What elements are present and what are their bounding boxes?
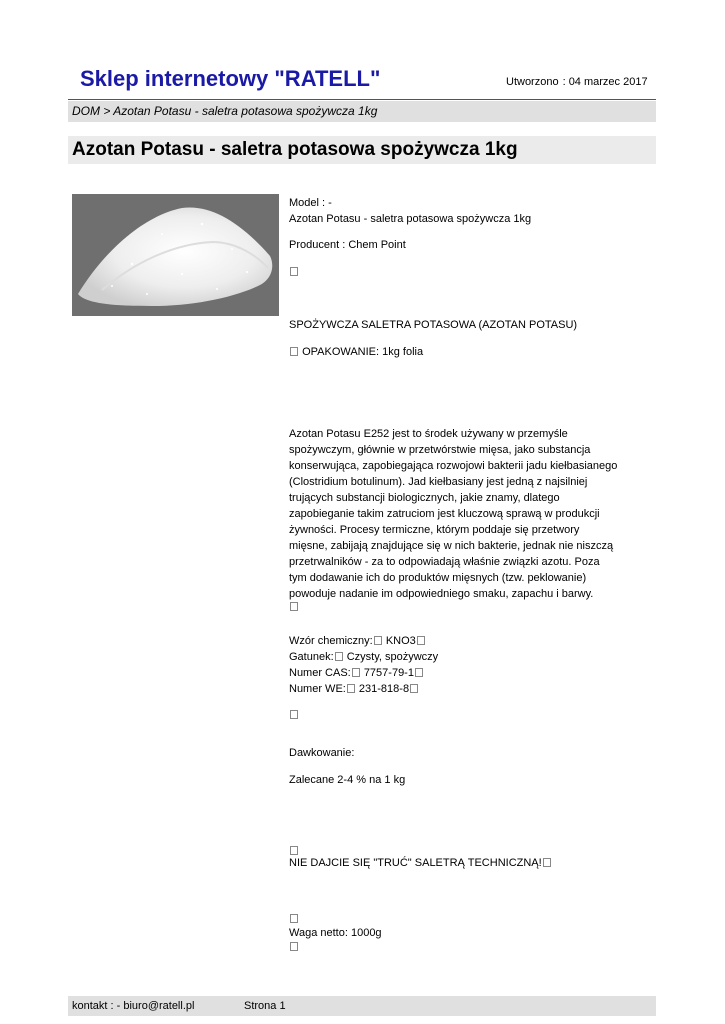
description-line: tym dodawanie ich do produktów mięsnych (tzw. peklowanie) — [289, 572, 587, 584]
spec-value: 7757-79-1 — [363, 667, 414, 679]
spec-value: Czysty, spożywczy — [346, 651, 439, 663]
product-model: Model : - — [289, 197, 332, 209]
warning-line — [289, 855, 552, 871]
spec-cas — [289, 665, 424, 681]
description-line: powoduje nadanie im odpowiedniego smaku, zapachu i barwy. — [289, 588, 594, 600]
spec-value: KNO3 — [385, 635, 416, 647]
missing-glyph-icon — [290, 942, 298, 951]
description-line: trujących substancji biologicznych, jakie znamy, dlatego — [289, 492, 560, 504]
description-line: Azotan Potasu E252 jest to środek używany w przemyśle — [289, 428, 568, 440]
dosage-value: Zalecane 2-4 % na 1 kg — [289, 774, 406, 786]
product-title: Azotan Potasu - saletra potasowa spożywcza 1kg — [72, 139, 518, 160]
page-footer — [68, 996, 656, 1016]
warning-text: NIE DAJCIE SIĘ "TRUĆ" SALETRĄ TECHNICZNĄ! — [289, 857, 542, 869]
powder-illustration — [72, 194, 279, 316]
missing-glyph-icon — [417, 636, 425, 645]
description-line-last — [289, 586, 629, 611]
footer-contact: kontakt : - biuro@ratell.pl — [72, 1000, 195, 1012]
section-title: SPOŻYWCZA SALETRA POTASOWA (AZOTAN POTASU) — [289, 319, 578, 331]
spec-label: Numer CAS: — [289, 667, 351, 679]
placeholder-glyph — [289, 707, 299, 723]
shop-title: Sklep internetowy "RATELL" — [80, 66, 381, 91]
header-divider — [68, 99, 656, 100]
created-value: : 04 marzec 2017 — [562, 76, 648, 88]
description-line: przetrwalników - za to odpowiadają właśnie związki azotu. Poza — [289, 556, 600, 568]
packaging-text: OPAKOWANIE: 1kg folia — [302, 346, 424, 358]
missing-glyph-icon — [410, 684, 418, 693]
spec-formula — [289, 633, 426, 649]
product-description — [289, 426, 629, 611]
spec-label: Wzór chemiczny: — [289, 635, 373, 647]
missing-glyph-icon — [290, 710, 298, 719]
breadcrumb — [68, 101, 656, 122]
missing-glyph-icon — [290, 347, 298, 356]
missing-glyph-icon — [374, 636, 382, 645]
footer-page-number: Strona 1 — [244, 1000, 286, 1012]
product-producer: Producent : Chem Point — [289, 239, 406, 251]
description-line: zapobieganie takim zatruciom jest kluczową sprawą w produkcji — [289, 508, 600, 520]
spec-label: Numer WE: — [289, 683, 346, 695]
missing-glyph-icon — [290, 602, 298, 611]
spec-value: 231-818-8 — [358, 683, 410, 695]
description-line: żywności. Procesy termiczne, którym poddaje się przetwory — [289, 524, 580, 536]
missing-glyph-icon — [415, 668, 423, 677]
missing-glyph-icon — [347, 684, 355, 693]
spec-label: Gatunek: — [289, 651, 334, 663]
missing-glyph-icon — [290, 846, 298, 855]
packaging-line — [289, 344, 423, 360]
placeholder-glyph — [289, 939, 299, 955]
product-image — [72, 194, 279, 316]
net-weight: Waga netto: 1000g — [289, 927, 382, 939]
description-line: mięsne, zabijają znajdujące się w nich bakterie, jednak nie niszczą — [289, 540, 614, 552]
missing-glyph-icon — [352, 668, 360, 677]
missing-glyph-icon — [290, 267, 298, 276]
spec-grade — [289, 649, 438, 665]
created-date — [506, 76, 652, 88]
description-line: konserwująca, zapobiegająca rozwojowi bakterii jadu kiełbasianego — [289, 460, 618, 472]
missing-glyph-icon — [335, 652, 343, 661]
description-line: spożywczym, głównie w przetwórstwie mięsa, jako substancja — [289, 444, 591, 456]
breadcrumb-text: DOM > Azotan Potasu - saletra potasowa spożywcza 1kg — [72, 104, 378, 118]
placeholder-glyph — [289, 264, 299, 280]
description-line: (Clostridium botulinum). Jad kiełbasiany jest jedną z najsilniej — [289, 476, 588, 488]
dosage-title: Dawkowanie: — [289, 747, 355, 759]
spec-we — [289, 681, 419, 697]
missing-glyph-icon — [543, 858, 551, 867]
missing-glyph-icon — [290, 914, 298, 923]
product-name-line: Azotan Potasu - saletra potasowa spożywcza 1kg — [289, 213, 532, 225]
created-label: Utworzono — [506, 76, 559, 88]
